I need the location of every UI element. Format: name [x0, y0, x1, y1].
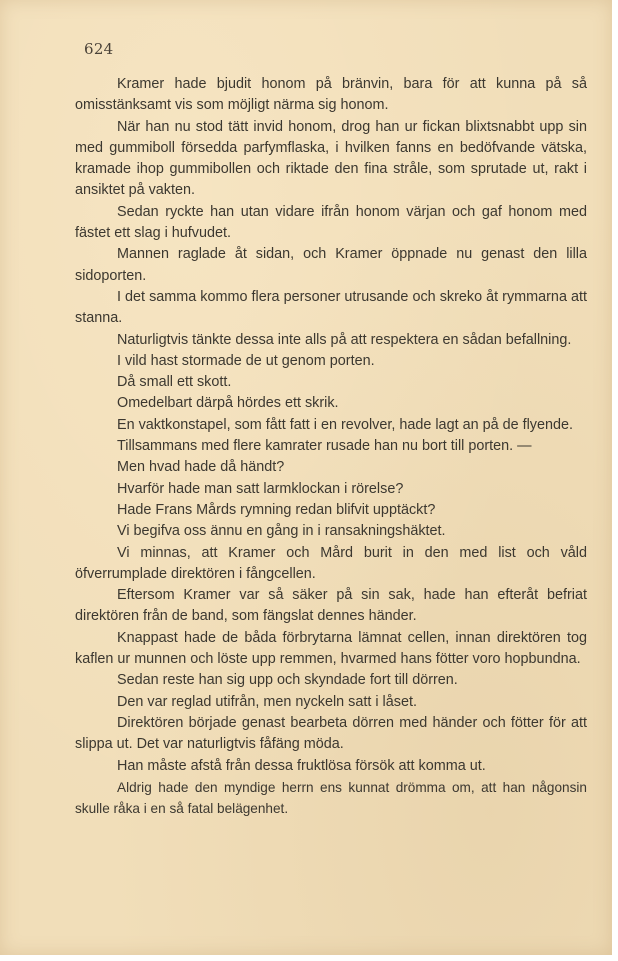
- paragraph-21: Direktören började genast bearbeta dörren med händer och fötter för att slippa ut. Det var naturligtvis fåfäng möda.: [75, 714, 587, 753]
- paragraph-20: Den var reglad utifrån, men nyckeln satt i låset.: [117, 693, 417, 710]
- paragraph-13: Hvarför hade man satt larmklockan i rörelse?: [117, 480, 404, 497]
- paragraph-16: Vi minnas, att Kramer och Mård burit in den med list och våld öfverrumplade direktören i fångcellen.: [75, 544, 587, 582]
- paragraph-22: Han måste afstå från dessa fruktlösa försök att komma ut.: [117, 757, 486, 774]
- paragraph-2: När han nu stod tätt invid honom, drog han ur fickan blixtsnabbt upp sin med gummiboll försedda parfymflaska, i hvilken fanns en bedöfvande vätska, kramade ihop gummibollen och riktade den fina stråle, som sprutade ut, rakt i ansiktet på vakten.: [75, 118, 587, 199]
- paragraph-7: I vild hast stormade de ut genom porten.: [117, 352, 375, 369]
- paragraph-9: Omedelbart därpå hördes ett skrik.: [117, 395, 339, 412]
- paragraph-14: Hade Frans Mårds rymning redan blifvit upptäckt?: [117, 501, 436, 518]
- paragraph-3: Sedan ryckte han utan vidare ifrån honom värjan och gaf honom med fästet ett slag i hufvudet.: [75, 203, 587, 242]
- paragraph-1: Kramer hade bjudit honom på bränvin, bara för att kunna på så omisstänksamt vis som möjligt närma sig honom.: [75, 76, 587, 114]
- paragraph-23: Aldrig hade den myndige herrn ens kunnat drömma om, att han någonsin skulle råka i en så fatal belägenhet.: [75, 779, 587, 817]
- paragraph-4: Mannen raglade åt sidan, och Kramer öppnade nu genast den lilla sidoporten.: [75, 246, 587, 284]
- paragraph-11: Tillsammans med flere kamrater rusade han nu bort till porten. —: [117, 438, 532, 455]
- page-text: [75, 74, 587, 819]
- page-number: 624: [84, 40, 114, 58]
- paragraph-18: Knappast hade de båda förbrytarna lämnat cellen, innan direktören tog kaflen ur munnen och löste upp remmen, hvarmed hans fötter voro hopbundna.: [75, 629, 587, 668]
- paragraph-15: Vi begifva oss ännu en gång in i ransakningshäktet.: [117, 523, 446, 540]
- paragraph-17: Eftersom Kramer var så säker på sin sak, hade han efteråt befriat direktören från de band, som fängslat dennes händer.: [75, 587, 587, 625]
- paragraph-8: Då small ett skott.: [117, 374, 232, 391]
- paragraph-10: En vaktkonstapel, som fått fatt i en revolver, hade lagt an på de flyende.: [117, 416, 573, 433]
- paragraph-12: Men hvad hade då händt?: [117, 459, 285, 476]
- paragraph-5: I det samma kommo flera personer utrusande och skreko åt rymmarna att stanna.: [75, 288, 587, 327]
- paragraph-19: Sedan reste han sig upp och skyndade fort till dörren.: [117, 672, 458, 689]
- paragraph-6: Naturligtvis tänkte dessa inte alls på att respektera en sådan befallning.: [117, 331, 572, 348]
